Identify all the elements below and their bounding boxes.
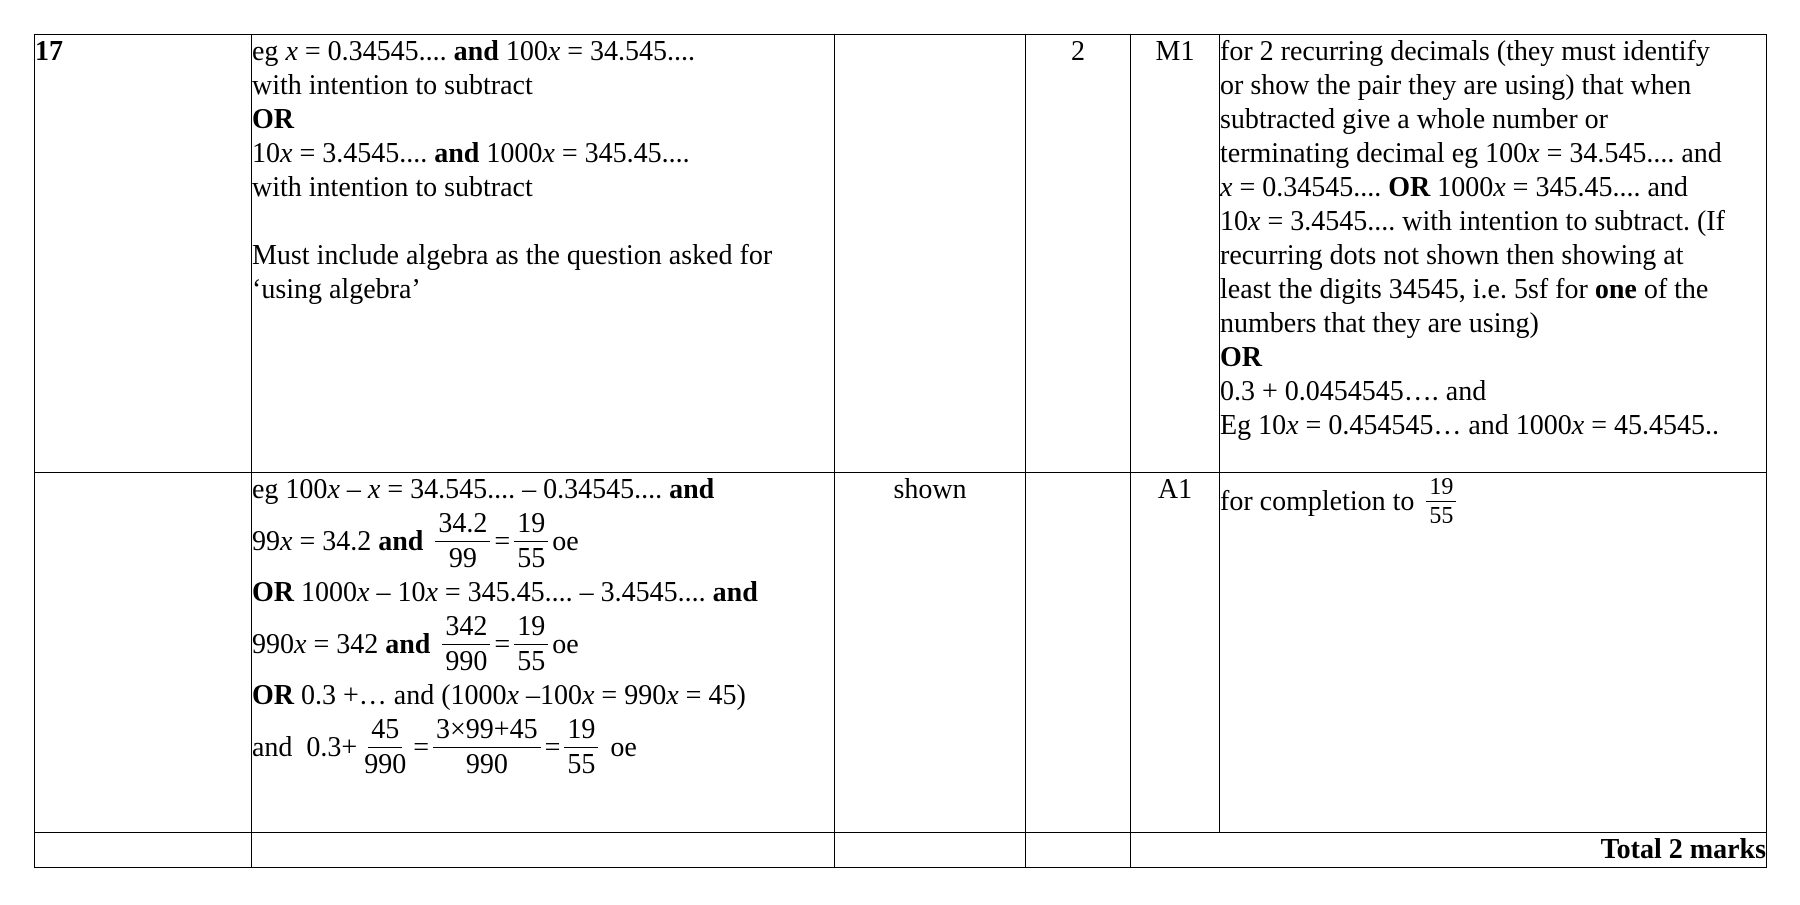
total-marks: Total 2 marks: [1131, 833, 1767, 868]
empty-cell: [35, 833, 252, 868]
answer-cell-m1: [835, 35, 1026, 473]
table-row-m1: [35, 35, 1767, 473]
table-row-a1: [35, 473, 1767, 833]
fraction: $\frac{19}{55}$: [514, 507, 548, 576]
working-line: ‘using algebra’: [252, 274, 421, 305]
working-equation: 99 x = 34.2 and $\frac{34.2}{99}$ = $\frac{19}{55}$ oe: [252, 508, 579, 574]
notes-cell-a1: [1220, 473, 1767, 833]
note-line: recurring dots not shown then showing at: [1220, 240, 1684, 271]
or-label: OR: [1220, 342, 1262, 373]
working-equation: and 0.3+ $\frac{45}{990}$ = $\frac{3\times 99+45}{990}$ = $\frac{19}{55}$ oe: [252, 714, 637, 780]
fraction: $\frac{45}{990}$: [364, 714, 407, 780]
marks-cell-empty: [1026, 473, 1131, 833]
fraction: $\frac{19}{55}$: [1426, 473, 1456, 530]
fraction: $\frac{19}{55}$: [514, 610, 548, 679]
mark-code-a1: A1: [1131, 473, 1220, 833]
notes-cell-m1: [1220, 35, 1767, 473]
or-label: OR: [252, 104, 294, 135]
note-line: or show the pair they are using) that when: [1220, 70, 1692, 101]
working-cell-a1: [252, 473, 835, 833]
fraction: $\frac{34.2}{99}$: [435, 507, 490, 576]
mark-scheme-table: [34, 34, 1767, 868]
note-line: x = 0.34545.... OR 1000x = 345.45.... and: [1220, 172, 1688, 203]
working-line: eg x = 0.34545.... and 100x = 34.545....: [252, 36, 696, 67]
working-line: eg 100x – x = 34.545.... – 0.34545.... and: [252, 474, 715, 505]
working-line: Must include algebra as the question asked for: [252, 240, 773, 271]
note-line: least the digits 34545, i.e. 5sf for one of the: [1220, 274, 1709, 305]
empty-cell: [835, 833, 1026, 868]
mark-scheme: [34, 34, 1767, 868]
working-equation: 990 x = 342 and $\frac{342}{990}$ = $\frac{19}{55}$ oe: [252, 611, 579, 677]
fraction: $\frac{342}{990}$: [442, 610, 490, 679]
note-line: numbers that they are using): [1220, 308, 1539, 339]
empty-cell: [1026, 833, 1131, 868]
marks-cell: 2: [1026, 35, 1131, 473]
question-number-empty: [35, 473, 252, 833]
working-line: OR 1000x – 10x = 345.45.... – 3.4545.... and: [252, 577, 758, 608]
note-line: subtracted give a whole number or: [1220, 104, 1608, 135]
fraction: $\frac{3\times 99+45}{990}$: [433, 713, 541, 782]
note-line: Eg 10x = 0.454545… and 1000x = 45.4545..: [1220, 410, 1719, 441]
mark-code-m1: M1: [1131, 35, 1220, 473]
working-line: with intention to subtract: [252, 70, 533, 101]
working-line: with intention to subtract: [252, 172, 533, 203]
answer-cell-a1: shown: [835, 473, 1026, 833]
table-row-total: [35, 833, 1767, 868]
note-line: 0.3 + 0.0454545…. and: [1220, 376, 1487, 407]
question-number: 17: [35, 35, 252, 473]
note-line: for completion to $\frac{19}{55}$: [1220, 473, 1766, 530]
working-line: OR 0.3 +… and (1000x –100x = 990x = 45): [252, 680, 746, 711]
empty-cell: [252, 833, 835, 868]
note-line: terminating decimal eg 100x = 34.545.... and: [1220, 138, 1722, 169]
note-line: for 2 recurring decimals (they must identify: [1220, 36, 1710, 67]
note-line: 10x = 3.4545.... with intention to subtract. (If: [1220, 206, 1725, 237]
working-line: 10x = 3.4545.... and 1000x = 345.45....: [252, 138, 690, 169]
working-cell-m1: [252, 35, 835, 473]
fraction: $\frac{19}{55}$: [564, 713, 598, 782]
